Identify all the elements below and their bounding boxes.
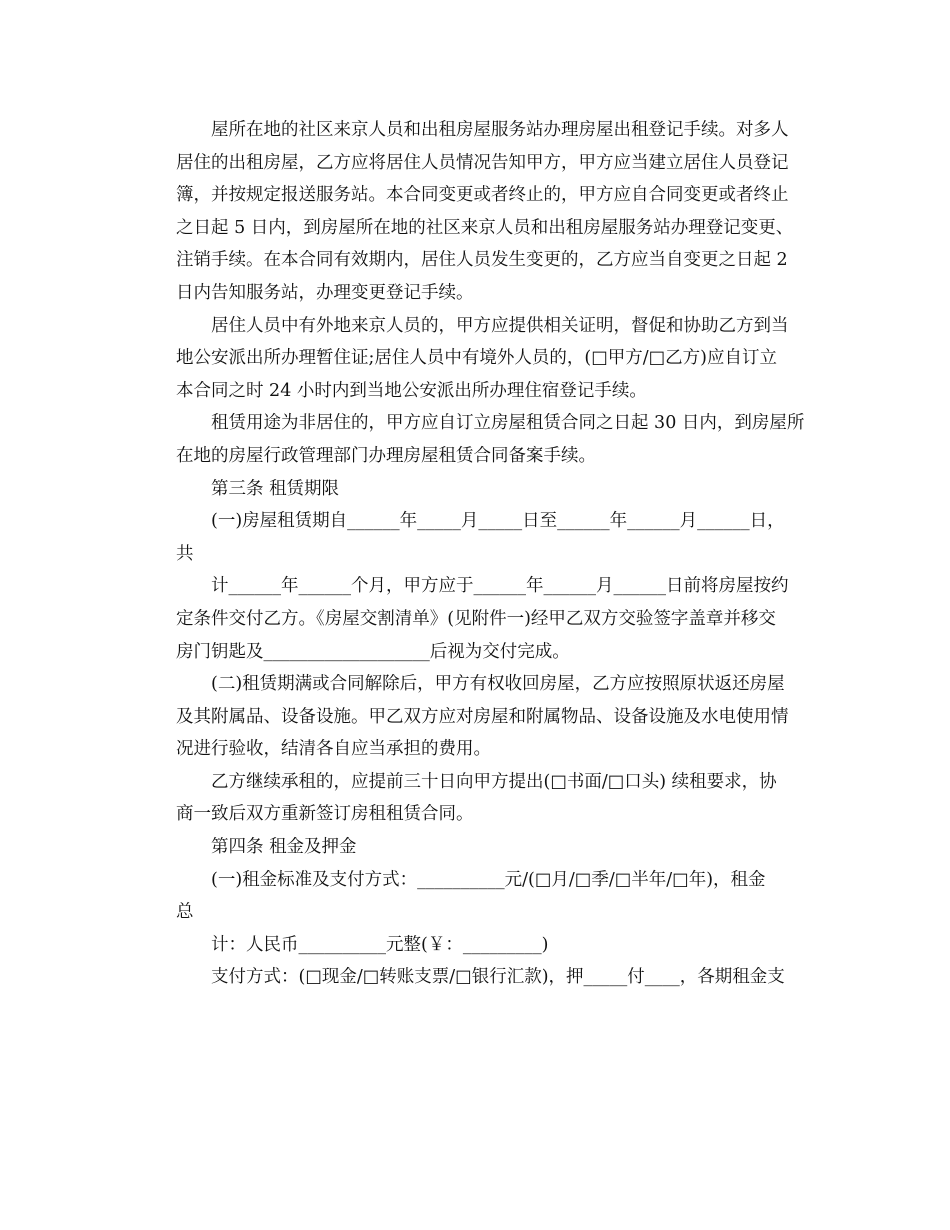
text-line: 商一致后双方重新签订房租租赁合同。 [176, 804, 474, 825]
text-line: (一)租金标准及支付方式：__________元/(□月/□季/□半年/□年)，租金 [211, 869, 766, 890]
text-line: 之日起 5 日内，到房屋所在地的社区来京人员和出租房屋服务站办理登记变更、 [176, 217, 794, 238]
text-line: 簿，并按规定报送服务站。本合同变更或者终止的，甲方应自合同变更或者终止 [176, 185, 789, 206]
document-body [141, 114, 821, 994]
text-line: 总 [176, 902, 194, 923]
text-line: 房门钥匙及___________________后视为交付完成。 [176, 641, 570, 662]
text-line: (一)房屋租赁期自______年_____月_____日至______年______月______日， [211, 511, 785, 532]
section-heading: 第三条 租赁期限 [211, 478, 340, 499]
paragraph-rent-total [141, 929, 821, 962]
paragraph-rent-standard [141, 864, 821, 929]
text-line: 居住人员中有外地来京人员的，甲方应提供相关证明，督促和协助乙方到当 [211, 315, 789, 336]
text-line: 支付方式：(□现金/□转账支票/□银行汇款)，押_____付____，各期租金支 [211, 967, 785, 988]
text-line: 屋所在地的社区来京人员和出租房屋服务站办理房屋出租登记手续。对多人 [211, 120, 789, 140]
section-heading: 第四条 租金及押金 [211, 837, 357, 858]
text-line: 况进行验收，结清各自应当承担的费用。 [176, 739, 491, 760]
text-line: 乙方继续承租的，应提前三十日向甲方提出(□书面/□口头) 续租要求，协 [211, 771, 777, 792]
text-line: 居住的出租房屋，乙方应将居住人员情况告知甲方，甲方应当建立居住人员登记 [176, 152, 789, 173]
text-line: 计______年______个月，甲方应于______年______月______日前将房屋按约 [211, 576, 789, 597]
paragraph-non-residential [141, 407, 821, 472]
text-line: 日内告知服务站，办理变更登记手续。 [176, 282, 474, 303]
text-line: 及其附属品、设备设施。甲乙双方应对房屋和附属物品、设备设施及水电使用情 [176, 706, 789, 727]
paragraph-renewal [141, 766, 821, 831]
paragraph-registration [141, 114, 821, 310]
paragraph-delivery [141, 570, 821, 668]
text-line: 在地的房屋行政管理部门办理房屋租赁合同备案手续。 [176, 445, 596, 466]
article-3-heading [141, 473, 821, 506]
article-4-heading [141, 831, 821, 864]
text-line: 计：人民币__________元整(￥：_________) [211, 934, 549, 955]
text-line: 定条件交付乙方。《房屋交割清单》(见附件一)经甲乙双方交验签字盖章并移交 [176, 608, 776, 629]
text-line: 共 [176, 543, 194, 564]
paragraph-payment-method [141, 961, 821, 994]
text-line: 本合同之时 24 小时内到当地公安派出所办理住宿登记手续。 [176, 380, 647, 401]
paragraph-lease-term [141, 505, 821, 570]
paragraph-expiry [141, 668, 821, 766]
text-line: 租赁用途为非居住的，甲方应自订立房屋租赁合同之日起 30 日内，到房屋所 [211, 413, 805, 434]
text-line: 地公安派出所办理暂住证;居住人员中有境外人员的，(□甲方/□乙方)应自订立 [176, 348, 778, 369]
text-line: 注销手续。在本合同有效期内，居住人员发生变更的，乙方应当自变更之日起 2 [176, 250, 788, 271]
paragraph-residents [141, 310, 821, 408]
text-line: (二)租赁期满或合同解除后，甲方有权收回房屋，乙方应按照原状返还房屋 [211, 674, 785, 695]
